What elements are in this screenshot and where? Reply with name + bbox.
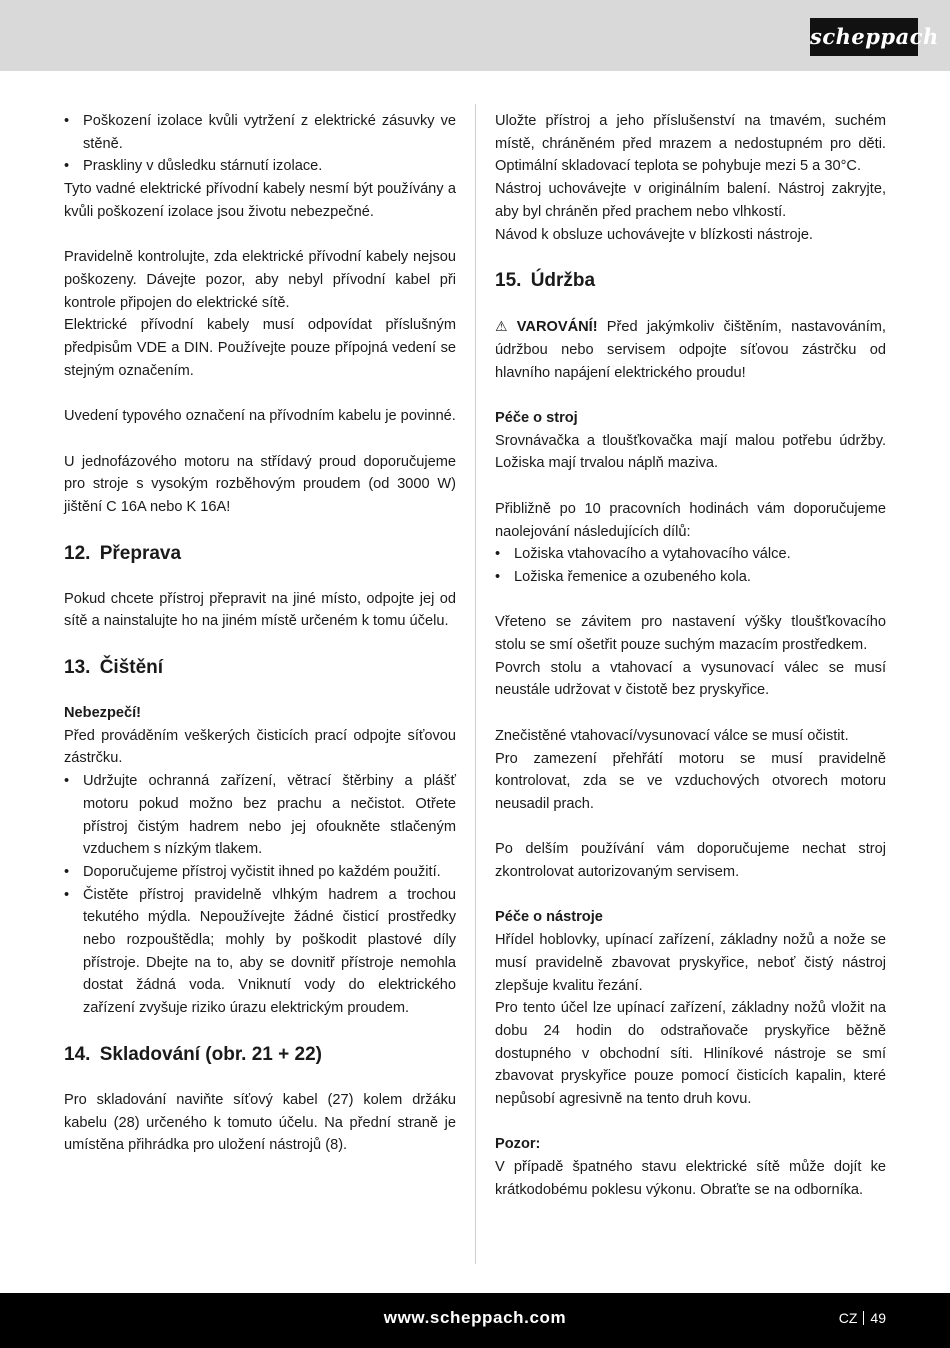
header-band [0, 0, 950, 71]
paragraph: Po delším používání vám doporučujeme nechat stroj zkontrolovat autorizovaným servisem. [495, 841, 886, 881]
right-column [495, 110, 886, 1202]
damage-list [64, 110, 456, 178]
list-item: • Udržujte ochranná zařízení, větrací štěrbiny a plášť motoru pokud možno bez prachu a nečistot. Otřete přístroj čistým hadrem nebo jej ofoukněte stlačeným vzduchem s nízkým tlakem. [64, 770, 456, 861]
paragraph: Povrch stolu a vtahovací a vysunovací válec se musí neustále udržovat v čistotě bez pryskyřice. [495, 659, 886, 699]
paragraph: Před prováděním veškerých čisticích prací odpojte síťovou zástrčku. [64, 727, 456, 767]
section-number: 12. [64, 542, 91, 564]
warning-paragraph [495, 315, 886, 384]
list-item: • Ložiska řemenice a ozubeného kola. [495, 566, 886, 589]
section-number: 13. [64, 657, 91, 679]
paragraph: U jednofázového motoru na střídavý proud doporučujeme pro stroje s vysokým rozběhovým proudem (od 3000 W) jištění C 16A nebo K 16A! [64, 453, 456, 515]
language-code: CZ [838, 1310, 858, 1326]
care-tools-label: Péče o nástroje [495, 909, 603, 926]
brand-logo: scheppach [810, 18, 918, 56]
caution-label: Pozor: [495, 1136, 541, 1153]
paragraph: Znečistěné vtahovací/vysunovací válce se musí očistit. [495, 727, 849, 744]
list-item: • Čistěte přístroj pravidelně vlhkým hadrem a trochou tekutého mýdla. Nepoužívejte žádné čisticí prostředky nebo rozpouštědla; mohly by poškodit plastové díly přístroje. Dbejte na to, aby se dovnitř přístroje nemohla dostat žádná voda. Vniknutí vody do elektrického zařízení zvyšuje riziko úrazu elektrickým proudem. [64, 884, 456, 1020]
care-machine-label: Péče o stroj [495, 410, 578, 427]
paragraph: Pro skladování naviňte síťový kabel (27) kolem držáku kabelu (28) určeného k tomuto účelu. Na přední straně je umístěna přihrádka pro uložení nástrojů (8). [64, 1091, 456, 1154]
section-number: 15. [495, 270, 522, 292]
page-indicator [839, 1293, 886, 1343]
section-title: Přeprava [99, 542, 182, 564]
paragraph: Tyto vadné elektrické přívodní kabely nesmí být používány a kvůli poškození izolace jsou životu nebezpečné. [64, 181, 456, 220]
paragraph: Pro tento účel lze upínací zařízení, základny nožů vložit na dobu 24 hodin do odstraňovače pryskyřice běžně dostupného v obchodní síti. Hliníkové nástroje se smí zbavovat pryskyřice pouze pomocí čisticích kapalin, které nepůsobí agresivně na tento druh kovu. [495, 1000, 886, 1108]
section-heading-15 [495, 246, 886, 315]
paragraph: Uvedení typového označení na přívodním kabelu je povinné. [64, 408, 456, 425]
column-divider [475, 104, 476, 1264]
paragraph: Pokud chcete přístroj přepravit na jiné místo, odpojte jej od sítě a nainstalujte ho na jiném místě určeném k tomu účelu. [64, 590, 456, 630]
warning-label: VAROVÁNÍ! [516, 319, 598, 336]
page-number: 49 [870, 1310, 886, 1326]
paragraph: Nástroj uchovávejte v originálním balení. Nástroj zakryjte, aby byl chráněn před prachem nebo vlhkostí. [495, 181, 886, 220]
list-item: • Doporučujeme přístroj vyčistit ihned po každém použití. [64, 861, 456, 884]
section-title: Skladování (obr. 21 + 22) [99, 1043, 322, 1065]
warning-triangle-icon: ⚠ [495, 318, 513, 335]
section-title: Údržba [530, 270, 596, 292]
lubrication-list [495, 543, 886, 588]
section-title: Čištění [99, 657, 164, 679]
paragraph: Vřeteno se závitem pro nastavení výšky tloušťkovacího stolu se smí ošetřit pouze suchým mazacím prostředkem. [495, 614, 886, 654]
paragraph: Hřídel hoblovky, upínací zařízení, základny nožů a nože se musí pravidelně zbavovat pryskyřice, neboť čistý nástroj zlepšuje kvalitu řezání. [495, 932, 886, 994]
danger-label: Nebezpečí! [64, 705, 142, 722]
paragraph: Pro zamezení přehřátí motoru se musí pravidelně kontrolovat, zda se ve vzduchových otvorech motoru neusadil prach. [495, 750, 886, 812]
paragraph: Elektrické přívodní kabely musí odpovídat příslušným předpisům VDE a DIN. Používejte pouze přípojná vedení se stejným označením. [64, 317, 456, 379]
paragraph: Návod k obsluze uchovávejte v blízkosti nástroje. [495, 226, 813, 243]
paragraph: Přibližně po 10 pracovních hodinách vám doporučujeme naolejování následujících dílů: [495, 500, 886, 540]
paragraph: Pravidelně kontrolujte, zda elektrické přívodní kabely nejsou poškozeny. Dávejte pozor, aby nebyl přívodní kabel při kontrole připojen do elektrické sítě. [64, 249, 456, 311]
paragraph: V případě špatného stavu elektrické sítě může dojít ke krátkodobému poklesu výkonu. Obraťte se na odborníka. [495, 1159, 886, 1198]
list-item: • Praskliny v důsledku stárnutí izolace. [64, 155, 456, 178]
section-number: 14. [64, 1043, 91, 1065]
left-column [64, 110, 456, 1157]
footer-url: www.scheppach.com [383, 1308, 567, 1327]
separator [863, 1311, 864, 1325]
warning-text: Před jakýmkoliv čištěním, nastavováním, údržbou nebo servisem odpojte síťovou zástrčku od hlavního napájení elektrického proudu! [495, 319, 886, 381]
list-item: • Ložiska vtahovacího a vytahovacího válce. [495, 543, 886, 566]
section-heading-12 [64, 519, 456, 588]
paragraph: Srovnávačka a tloušťkovačka mají malou potřebu údržby. Ložiska mají trvalou náplň maziva. [495, 432, 886, 472]
list-item: • Poškození izolace kvůli vytržení z elektrické zásuvky ve stěně. [64, 110, 456, 155]
paragraph: Uložte přístroj a jeho příslušenství na tmavém, suchém místě, chráněném před mrazem a nedostupném pro děti. Optimální skladovací teplota se pohybuje mezi 5 a 30°C. [495, 113, 886, 175]
section-heading-14 [64, 1020, 456, 1089]
section-heading-13 [64, 633, 456, 702]
footer-band [0, 1293, 950, 1348]
cleaning-list [64, 770, 456, 1020]
